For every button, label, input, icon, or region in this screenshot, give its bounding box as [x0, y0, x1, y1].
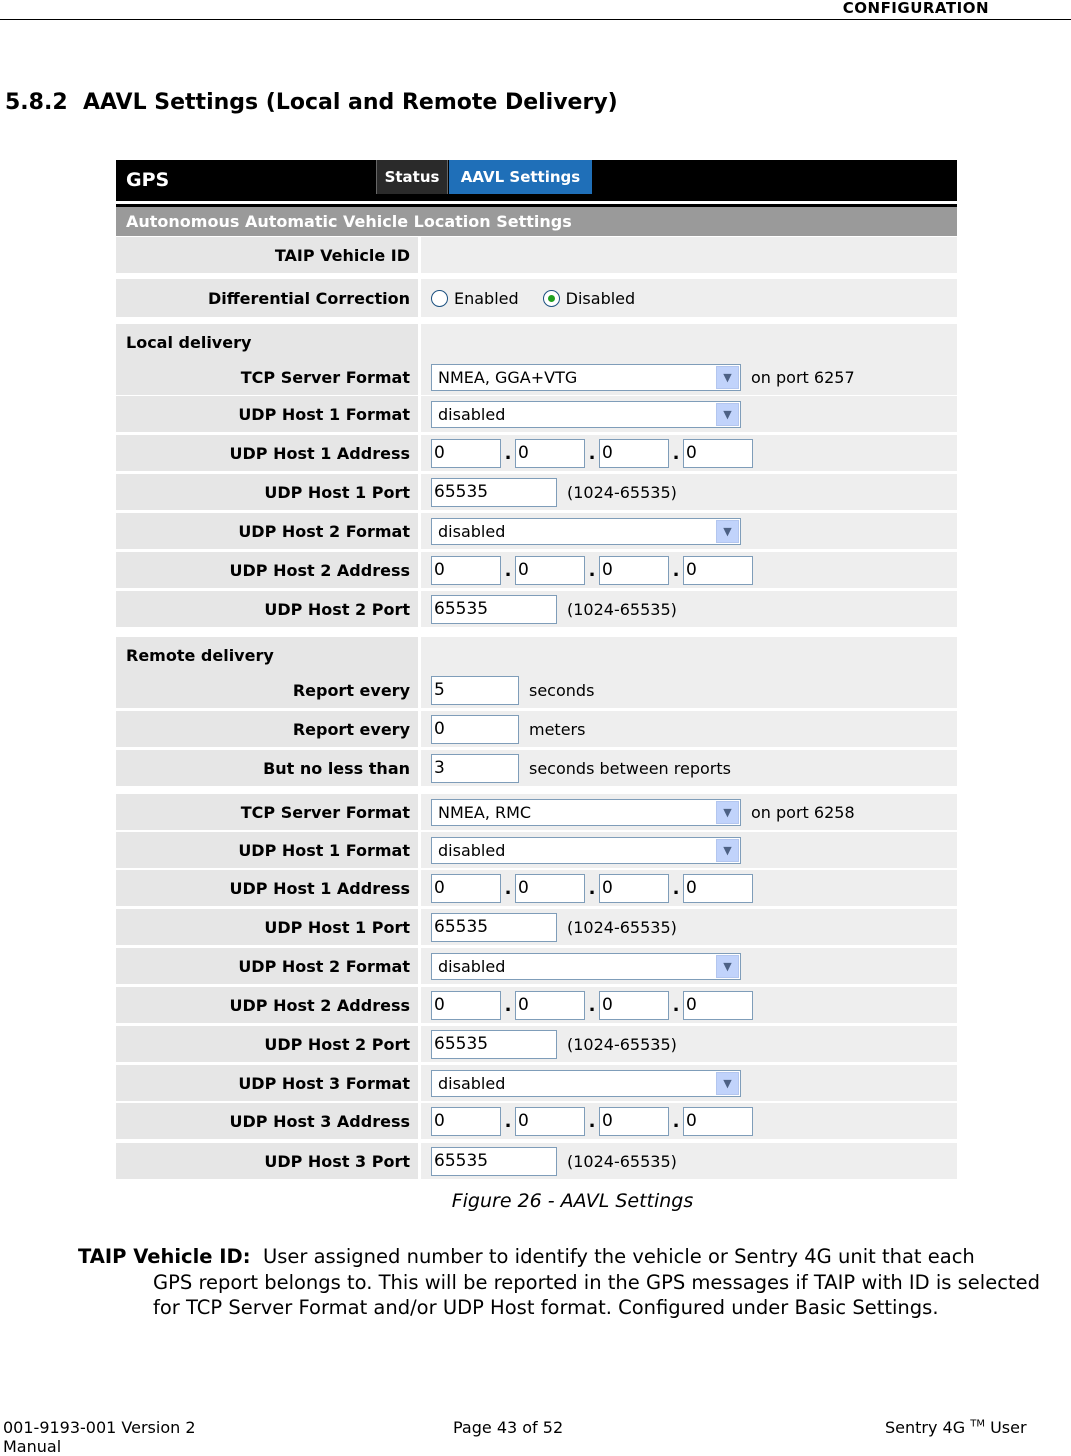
- remote-udp1-ip-octet2[interactable]: 0: [515, 874, 585, 903]
- chevron-down-icon: ▼: [716, 520, 739, 543]
- remote-tcp-format-label: TCP Server Format: [116, 794, 418, 830]
- chevron-down-icon: ▼: [716, 403, 739, 426]
- row-local-udp2-port: [116, 591, 957, 627]
- local-udp2-port-input[interactable]: 65535: [431, 595, 557, 624]
- remote-udp3-port-label: UDP Host 3 Port: [116, 1143, 418, 1179]
- min-interval-unit: seconds between reports: [529, 758, 731, 778]
- row-remote-udp3-format: [116, 1065, 957, 1101]
- row-local-delivery-heading: [116, 324, 957, 360]
- chevron-down-icon: ▼: [716, 955, 739, 978]
- local-udp1-port-input[interactable]: 65535: [431, 478, 557, 507]
- remote-udp2-ip-octet1[interactable]: 0: [431, 991, 501, 1020]
- local-udp1-address-label: UDP Host 1 Address: [116, 435, 418, 471]
- port-range-note: (1024-65535): [567, 1151, 677, 1171]
- remote-udp2-port-label: UDP Host 2 Port: [116, 1026, 418, 1062]
- min-interval-input[interactable]: 3: [431, 754, 519, 783]
- remote-udp1-port-label: UDP Host 1 Port: [116, 909, 418, 945]
- row-remote-udp1-address: UDP Host 1 Address 0 . 0 . 0 . 0: [116, 870, 957, 906]
- footer-product: Sentry 4G ™ User: [885, 1418, 1027, 1437]
- local-udp2-port-label: UDP Host 2 Port: [116, 591, 418, 627]
- section-title: AAVL Settings (Local and Remote Delivery): [83, 90, 618, 115]
- local-udp1-ip-octet4[interactable]: 0: [683, 439, 753, 468]
- row-remote-udp3-port: [116, 1143, 957, 1179]
- local-udp2-format-select[interactable]: disabled ▼: [431, 518, 741, 545]
- remote-delivery-heading: Remote delivery: [116, 637, 418, 673]
- row-remote-udp2-format: [116, 948, 957, 984]
- remote-udp3-ip-octet1[interactable]: 0: [431, 1107, 501, 1136]
- taip-rest: GPS report belongs to. This will be reported in the GPS messages if TAIP with ID is selected for TCP Server Format and/or UDP Host format. Configured under Basic Settings.: [153, 1270, 1040, 1319]
- local-tcp-format-select[interactable]: NMEA, GGA+VTG ▼: [431, 364, 741, 391]
- local-udp2-format-label: UDP Host 2 Format: [116, 513, 418, 549]
- local-udp2-ip-octet1[interactable]: 0: [431, 556, 501, 585]
- panel-title: Autonomous Automatic Vehicle Location Settings: [116, 207, 957, 236]
- remote-udp2-port-input[interactable]: 65535: [431, 1030, 557, 1059]
- remote-udp2-address-label: UDP Host 2 Address: [116, 987, 418, 1023]
- remote-udp1-ip-octet1[interactable]: 0: [431, 874, 501, 903]
- remote-udp1-format-select[interactable]: disabled ▼: [431, 837, 741, 864]
- port-range-note: (1024-65535): [567, 482, 677, 502]
- taip-vehicle-id-value: [421, 237, 957, 273]
- differential-correction-options: [421, 279, 957, 317]
- row-local-udp1-format: [116, 396, 957, 432]
- figure-caption: Figure 26 - AAVL Settings: [451, 1190, 694, 1212]
- local-udp2-ip-octet3[interactable]: 0: [599, 556, 669, 585]
- remote-udp2-ip-octet3[interactable]: 0: [599, 991, 669, 1020]
- remote-udp1-ip-octet3[interactable]: 0: [599, 874, 669, 903]
- remote-udp1-format-label: UDP Host 1 Format: [116, 832, 418, 868]
- local-udp1-ip-octet2[interactable]: 0: [515, 439, 585, 468]
- chevron-down-icon: ▼: [716, 1072, 739, 1095]
- row-taip-vehicle-id: [116, 237, 957, 273]
- report-meters-label: Report every: [116, 711, 418, 747]
- taip-term: TAIP Vehicle ID:: [78, 1245, 251, 1268]
- remote-udp1-address-label: UDP Host 1 Address: [116, 870, 418, 906]
- local-udp1-format-select[interactable]: disabled ▼: [431, 401, 741, 428]
- remote-udp3-address-label: UDP Host 3 Address: [116, 1103, 418, 1139]
- page-header: [0, 0, 1071, 20]
- row-min-interval: [116, 750, 957, 786]
- section-number: 5.8.2: [5, 90, 68, 115]
- radio-enabled-label: Enabled: [454, 288, 519, 308]
- gps-brand: GPS: [126, 169, 170, 191]
- row-local-udp1-port: [116, 474, 957, 510]
- remote-udp3-ip-octet3[interactable]: 0: [599, 1107, 669, 1136]
- remote-udp2-ip-octet2[interactable]: 0: [515, 991, 585, 1020]
- taip-first-line: User assigned number to identify the vehicle or Sentry 4G unit that each: [262, 1245, 975, 1268]
- local-tcp-port-note: on port 6257: [751, 367, 855, 387]
- remote-udp2-ip-octet4[interactable]: 0: [683, 991, 753, 1020]
- local-tcp-format-label: TCP Server Format: [116, 359, 418, 395]
- local-delivery-heading: Local delivery: [116, 324, 418, 360]
- port-range-note: (1024-65535): [567, 599, 677, 619]
- row-remote-tcp-format: [116, 794, 957, 830]
- report-seconds-input[interactable]: 5: [431, 676, 519, 705]
- row-remote-udp2-port: [116, 1026, 957, 1062]
- local-udp1-ip-octet3[interactable]: 0: [599, 439, 669, 468]
- remote-udp2-format-label: UDP Host 2 Format: [116, 948, 418, 984]
- local-udp1-ip-octet1[interactable]: 0: [431, 439, 501, 468]
- row-report-seconds: [116, 672, 957, 708]
- row-local-udp2-address: UDP Host 2 Address 0 . 0 . 0 . 0: [116, 552, 957, 588]
- row-remote-udp1-format: [116, 832, 957, 868]
- remote-udp2-format-select[interactable]: disabled ▼: [431, 953, 741, 980]
- remote-udp3-ip-octet4[interactable]: 0: [683, 1107, 753, 1136]
- radio-disabled-label: Disabled: [565, 288, 636, 308]
- row-remote-delivery-heading: [116, 637, 957, 673]
- tab-status[interactable]: Status: [376, 160, 448, 194]
- row-differential-correction: [116, 279, 957, 317]
- row-report-meters: [116, 711, 957, 747]
- gps-top-bar: [116, 160, 957, 204]
- local-udp1-format-label: UDP Host 1 Format: [116, 396, 418, 432]
- local-udp1-port-label: UDP Host 1 Port: [116, 474, 418, 510]
- local-udp2-ip-octet4[interactable]: 0: [683, 556, 753, 585]
- row-remote-udp2-address: UDP Host 2 Address 0 . 0 . 0 . 0: [116, 987, 957, 1023]
- chevron-down-icon: ▼: [716, 801, 739, 824]
- report-seconds-label: Report every: [116, 672, 418, 708]
- port-range-note: (1024-65535): [567, 1034, 677, 1054]
- differential-correction-label: Differential Correction: [116, 279, 418, 317]
- row-local-udp1-address: UDP Host 1 Address 0 . 0 . 0 . 0: [116, 435, 957, 471]
- remote-udp3-port-input[interactable]: 65535: [431, 1147, 557, 1176]
- radio-enabled[interactable]: [431, 290, 448, 307]
- remote-udp3-ip-octet2[interactable]: 0: [515, 1107, 585, 1136]
- row-local-udp2-format: [116, 513, 957, 549]
- chevron-down-icon: ▼: [716, 366, 739, 389]
- remote-udp3-format-label: UDP Host 3 Format: [116, 1065, 418, 1101]
- footer-page: Page 43 of 52: [453, 1418, 564, 1437]
- report-meters-unit: meters: [529, 719, 586, 739]
- port-range-note: (1024-65535): [567, 917, 677, 937]
- footer-doc-id: 001-9193-001 Version 2 Manual: [3, 1418, 196, 1456]
- footer-manual-word: Manual: [3, 1437, 62, 1456]
- remote-udp1-ip-octet4[interactable]: 0: [683, 874, 753, 903]
- row-remote-udp1-port: [116, 909, 957, 945]
- header-title: CONFIGURATION: [842, 0, 989, 17]
- local-udp2-ip-octet2[interactable]: 0: [515, 556, 585, 585]
- chevron-down-icon: ▼: [716, 839, 739, 862]
- remote-udp3-format-select[interactable]: disabled ▼: [431, 1070, 741, 1097]
- remote-udp1-port-input[interactable]: 65535: [431, 913, 557, 942]
- report-seconds-unit: seconds: [529, 680, 595, 700]
- row-remote-udp3-address: UDP Host 3 Address 0 . 0 . 0 . 0: [116, 1103, 957, 1139]
- min-interval-label: But no less than: [116, 750, 418, 786]
- tab-aavl-settings[interactable]: AAVL Settings: [449, 160, 592, 194]
- local-udp2-address-label: UDP Host 2 Address: [116, 552, 418, 588]
- report-meters-input[interactable]: 0: [431, 715, 519, 744]
- remote-tcp-format-select[interactable]: NMEA, RMC ▼: [431, 799, 741, 826]
- radio-disabled[interactable]: [543, 290, 560, 307]
- remote-tcp-port-note: on port 6258: [751, 802, 855, 822]
- taip-vehicle-id-label: TAIP Vehicle ID: [116, 237, 418, 273]
- row-local-tcp-format: [116, 359, 957, 395]
- taip-description: [78, 1244, 1058, 1321]
- section-heading: [5, 90, 618, 115]
- aavl-settings-screenshot: [116, 160, 957, 1182]
